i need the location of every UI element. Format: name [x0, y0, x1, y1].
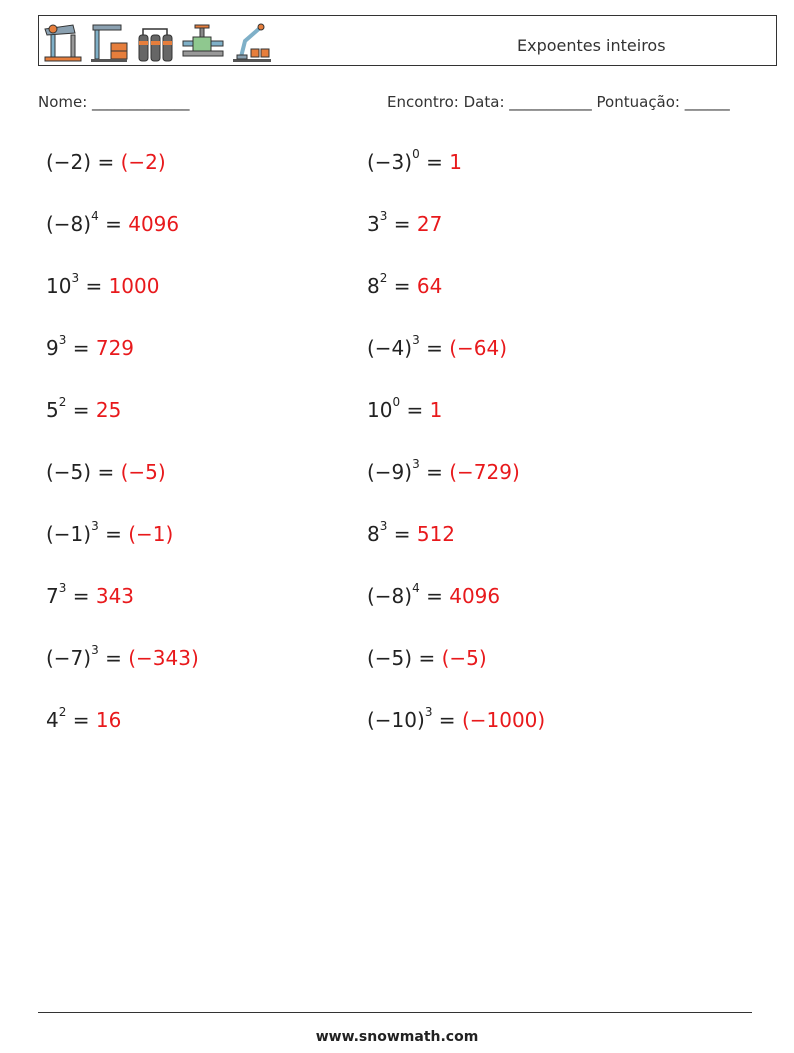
problem-item: (−2) = (−2) [46, 150, 166, 174]
problem-exponent: 0 [392, 395, 401, 410]
problem-answer: 343 [95, 584, 135, 608]
problem-base: 8 [367, 274, 380, 298]
problem-answer: (−2) [120, 150, 166, 174]
problem-exponent: 0 [412, 147, 420, 162]
robot-arm-icon [231, 21, 273, 63]
problem-item: $7^3 = 343$ [46, 581, 135, 608]
problem-answer: (−729) [449, 460, 520, 484]
problem-answer: 4096 [128, 212, 180, 236]
problem-item: $5^2 = 25$ [46, 395, 122, 422]
problem-exponent: 2 [58, 395, 67, 410]
problem-answer: (−1000) [461, 708, 546, 732]
problem-answer: 1 [429, 398, 443, 422]
problem-item: $(-10)^3 = (-1000)$ [367, 705, 546, 732]
footer-url: www.snowmath.com [315, 1029, 479, 1045]
worksheet-title: Expoentes inteiros [517, 36, 666, 55]
problem-answer: 512 [416, 522, 456, 546]
problem-item: $10^0 = 1$ [367, 395, 443, 422]
problem-answer: 1000 [108, 274, 160, 298]
problem-base: 10 [367, 398, 393, 422]
crane-icon [89, 21, 129, 63]
problem-base: (−8) [367, 584, 413, 608]
problem-base: (−10) [367, 708, 425, 732]
problem-answer: (−343) [128, 646, 199, 670]
problem-exponent: 3 [58, 333, 67, 348]
problem-answer: 4096 [449, 584, 501, 608]
problem-base: (−2) [46, 150, 92, 174]
problem-item: $(-7)^3 = (-343)$ [46, 643, 199, 670]
name-field: Nome: _____________ [38, 93, 190, 111]
problem-answer: 25 [95, 398, 122, 422]
problem-item: $9^3 = 729$ [46, 333, 135, 360]
problem-exponent: 3 [91, 643, 99, 658]
problem-exponent: 3 [91, 519, 99, 534]
problem-base: (−1) [46, 522, 92, 546]
problem-base: (−9) [367, 460, 413, 484]
header-box [38, 15, 777, 66]
problem-base: 4 [46, 708, 59, 732]
problem-base: 10 [46, 274, 72, 298]
problem-item: $8^2 = 64$ [367, 271, 443, 298]
problem-item: $(-3)^0 = 1$ [367, 147, 462, 174]
header-icons [43, 19, 273, 63]
problem-answer: (−5) [441, 646, 487, 670]
meet-date-score-field: Encontro: Data: ___________ Pontuação: ______ [387, 93, 730, 111]
problem-base: (−4) [367, 336, 413, 360]
problem-base: (−3) [367, 150, 413, 174]
problem-item: $(-4)^3 = (-64)$ [367, 333, 508, 360]
problem-base: 7 [46, 584, 59, 608]
problem-item: $(-1)^3 = (-1)$ [46, 519, 174, 546]
problem-item: (−5) = (−5) [46, 460, 166, 484]
gas-tanks-icon [135, 21, 175, 63]
problem-answer: (−64) [449, 336, 508, 360]
problem-base: 3 [367, 212, 380, 236]
problem-exponent: 3 [58, 581, 67, 596]
problem-answer: 64 [416, 274, 443, 298]
problem-base: (−8) [46, 212, 92, 236]
problem-exponent: 2 [58, 705, 67, 720]
problem-answer: (−5) [120, 460, 166, 484]
problem-item: $4^2 = 16$ [46, 705, 122, 732]
problem-exponent: 3 [412, 333, 420, 348]
problem-answer: (−1) [128, 522, 174, 546]
problem-item: $(-8)^4 = 4096$ [46, 209, 180, 236]
problem-answer: 1 [449, 150, 462, 174]
problem-base: 5 [46, 398, 59, 422]
problem-item: $10^3 = 1000$ [46, 271, 160, 298]
problem-exponent: 3 [71, 271, 80, 286]
problem-exponent: 3 [379, 209, 388, 224]
problem-answer: 16 [95, 708, 122, 732]
problem-exponent: 4 [91, 209, 99, 224]
problem-exponent: 4 [412, 581, 420, 596]
problem-item: $8^3 = 512$ [367, 519, 456, 546]
problem-item: $3^3 = 27$ [367, 209, 443, 236]
problem-base: 9 [46, 336, 59, 360]
oil-pump-icon [43, 21, 83, 63]
problem-base: 8 [367, 522, 380, 546]
problem-exponent: 2 [379, 271, 388, 286]
problem-exponent: 3 [424, 705, 433, 720]
problem-item: $(-8)^4 = 4096$ [367, 581, 501, 608]
problem-base: (−5) [367, 646, 413, 670]
problem-item: $(-9)^3 = (-729)$ [367, 457, 520, 484]
footer-divider [38, 1012, 752, 1013]
problem-answer: 729 [95, 336, 135, 360]
co2-pipe-icon [181, 21, 225, 63]
problem-item: (−5) = (−5) [367, 646, 487, 670]
problem-base: (−7) [46, 646, 92, 670]
problem-exponent: 3 [412, 457, 420, 472]
problem-exponent: 3 [379, 519, 388, 534]
problem-base: (−5) [46, 460, 92, 484]
problem-answer: 27 [416, 212, 443, 236]
